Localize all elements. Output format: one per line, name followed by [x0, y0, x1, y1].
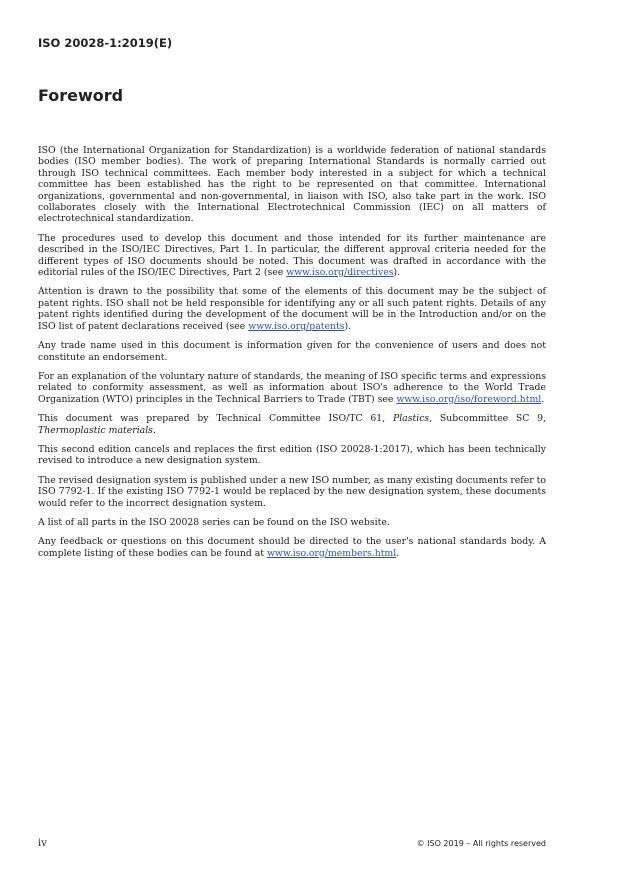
members-link[interactable]: www.iso.org/members.html	[266, 547, 397, 559]
paragraph-voluntary-nature-end: .	[541, 393, 545, 405]
page-title: Foreword	[38, 86, 124, 105]
paragraph-second-edition: This second edition cancels and replaces the first edition (ISO 20028-1:2017), which has been technically revised to introduce a new designation system.	[38, 443, 546, 467]
paragraph-voluntary-nature	[38, 371, 546, 405]
paragraph-committee-text-b: , Subcommittee SC 9,	[429, 413, 546, 425]
paragraph-revised-designation: The revised designation system is published under a new ISO number, as many existing documents refer to ISO 7792-1. If the existing ISO 7792-1 would be replaced by the new designation system, these documents would refer to the incorrect designation system.	[38, 474, 546, 509]
paragraph-patents-text: Attention is drawn to the possibility that some of the elements of this document may be the subject of patent rights. ISO shall not be held responsible for identifying any or all such patent rights. Details of any patent rights identified during the development of the document will be in the Introduction and/or on the ISO list of patent declarations received (see	[38, 286, 546, 332]
paragraph-voluntary-nature-text: For an explanation of the voluntary nature of standards, the meaning of ISO specific terms and expressions related to conformity assessment, as well as information about ISO's adherence to the World Trade Organization (WTO) principles in the Technical Barriers to Trade (TBT) see	[38, 370, 546, 405]
paragraph-feedback-text: Any feedback or questions on this document should be directed to the user's national standards body. A complete listing of these bodies can be found at	[38, 536, 546, 559]
paragraph-trade-name: Any trade name used in this document is information given for the convenience of users and does not constitute an endorsement.	[38, 340, 546, 363]
committee-name-plastics: Plastics	[392, 413, 430, 425]
page-number: iv	[38, 838, 47, 849]
paragraph-procedures	[38, 233, 546, 279]
paragraph-iso-federation: ISO (the International Organization for Standardization) is a worldwide federation of national standards bodies (ISO member bodies). The work of preparing International Standards is normally carried out through ISO technical committees. Each member body interested in a subject for which a technical committee has been established has the right to be represented on that committee. International organizations, governmental and non-governmental, in liaison with ISO, also take part in the work. ISO collaborates closely with the International Electrotechnical Commission (IEC) on all matters of electrotechnical standardization.	[38, 145, 546, 225]
subcommittee-name: Thermoplastic materials	[38, 424, 153, 436]
paragraph-procedures-end: ).	[393, 267, 401, 279]
paragraph-patents	[38, 286, 546, 332]
paragraph-committee-text-a: This document was prepared by Technical Committee ISO/TC 61,	[38, 413, 393, 425]
patents-link[interactable]: www.iso.org/patents	[248, 320, 345, 332]
foreword-link[interactable]: www.iso.org/iso/foreword.html	[396, 393, 542, 405]
paragraph-committee	[38, 413, 546, 436]
foreword-body	[38, 145, 546, 567]
copyright-notice: © ISO 2019 – All rights reserved	[416, 839, 546, 848]
paragraph-feedback	[38, 536, 546, 559]
paragraph-patents-end: ).	[344, 320, 352, 332]
paragraph-procedures-text: The procedures used to develop this document and those intended for its further maintenance are described in the ISO/IEC Directives, Part 1. In particular, the different approval criteria needed for the different types of ISO documents should be noted. This document was drafted in accordance with the editorial rules of the ISO/IEC Directives, Part 2 (see	[38, 232, 546, 279]
directives-link[interactable]: www.iso.org/directives	[286, 267, 394, 279]
paragraph-committee-end: .	[152, 424, 156, 436]
document-id: ISO 20028-1:2019(E)	[38, 36, 173, 50]
paragraph-feedback-end: .	[396, 547, 400, 559]
paragraph-series-list: A list of all parts in the ISO 20028 series can be found on the ISO website.	[38, 516, 390, 528]
